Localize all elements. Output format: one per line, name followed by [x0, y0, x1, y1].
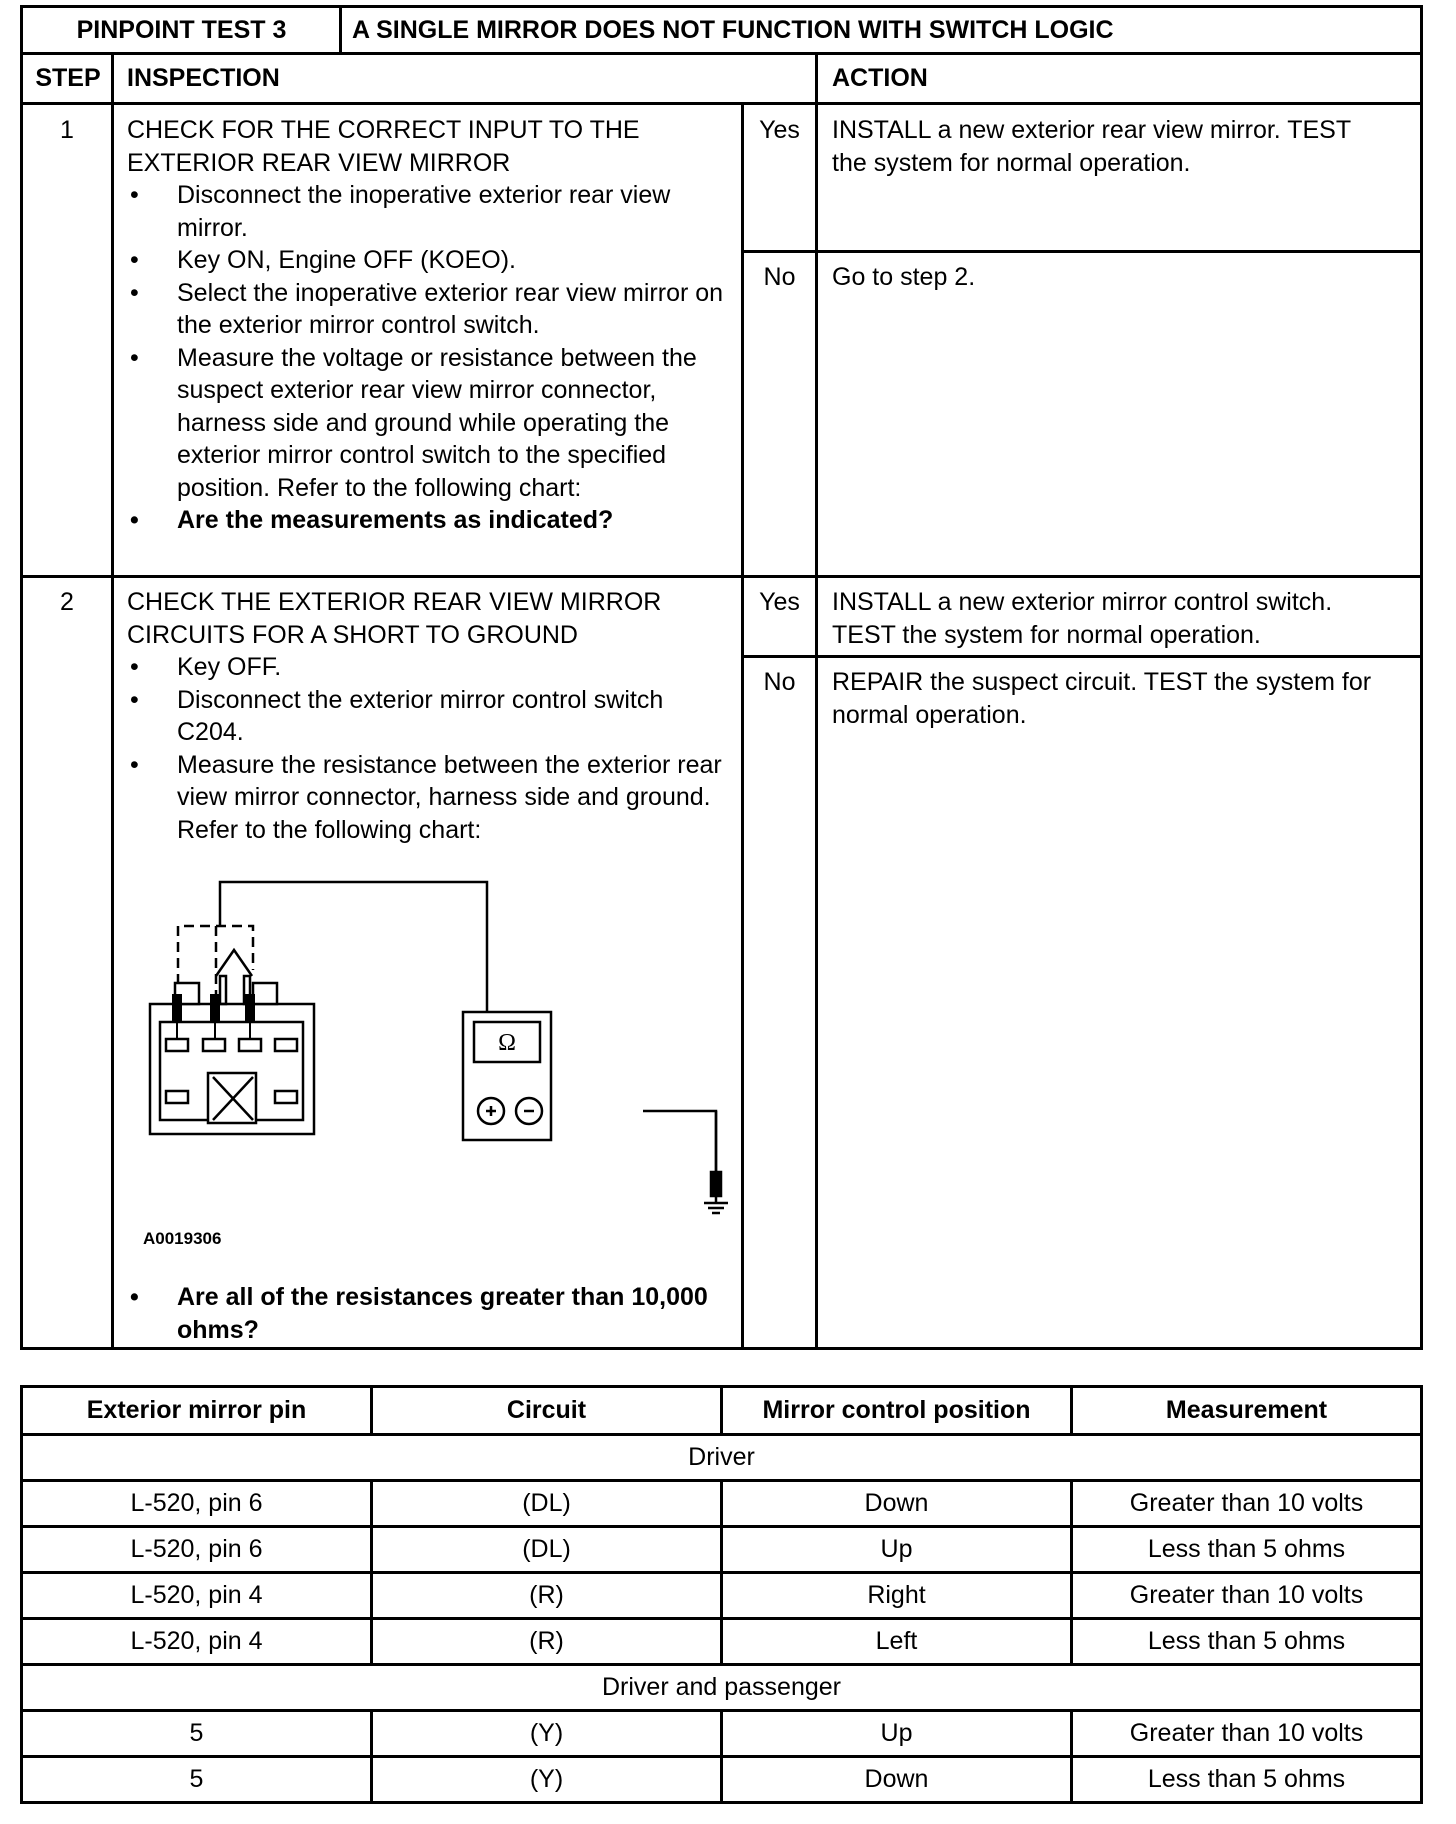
chart-header-position: Mirror control position: [722, 1387, 1072, 1435]
step-2-bullet: • Measure the resistance between the exterior rear view mirror connector, harness side and ground. Refer to the following chart:: [127, 749, 732, 847]
cell-measurement: Less than 5 ohms: [1072, 1527, 1422, 1573]
pinpoint-test-label: [23, 8, 340, 52]
column-header-step: [23, 55, 113, 101]
step-2-inspection: [127, 586, 732, 846]
step-1-no-action: Go to step 2.: [832, 263, 976, 291]
step-1-no-label: No: [763, 263, 796, 291]
cell-pin: L-520, pin 6: [22, 1527, 372, 1573]
cell-circuit: (Y): [372, 1711, 722, 1757]
step-1-bullet: • Measure the voltage or resistance between the suspect exterior rear view mirror connector, harness side and ground while operating the exterior mirror control switch to the specified position. Refer to the following chart:: [127, 342, 732, 505]
step-2-number: 2: [60, 588, 74, 616]
cell-pin: L-520, pin 6: [22, 1481, 372, 1527]
chart-group-label: Driver and passenger: [22, 1665, 1422, 1711]
cell-position: Up: [722, 1527, 1072, 1573]
cell-position: Down: [722, 1481, 1072, 1527]
step-2-bullet: • Disconnect the exterior mirror control switch C204.: [127, 684, 732, 749]
step-2-bullet: • Key OFF.: [127, 651, 732, 684]
chart-header-measurement: Measurement: [1072, 1387, 1422, 1435]
column-header-action-text: ACTION: [832, 63, 928, 92]
measurement-chart: [20, 1385, 1423, 1804]
step-1-inspection: [127, 114, 732, 537]
divider: [339, 5, 342, 53]
chart-group-row: [22, 1435, 1422, 1481]
cell-pin: L-520, pin 4: [22, 1573, 372, 1619]
step-2-no-label: No: [763, 668, 796, 696]
table-row: [22, 1527, 1422, 1573]
ohm-symbol: Ω: [498, 1030, 516, 1056]
step-1-title: CHECK FOR THE CORRECT INPUT TO THE EXTERIOR REAR VIEW MIRROR: [127, 116, 640, 177]
column-header-inspection-text: INSPECTION: [127, 63, 280, 92]
chart-group-row: [22, 1665, 1422, 1711]
cell-circuit: (R): [372, 1619, 722, 1665]
divider: [741, 250, 1423, 253]
divider: [20, 575, 1423, 578]
chart-header-row: [22, 1387, 1422, 1435]
step-1-bullet: • Disconnect the inoperative exterior rear view mirror.: [127, 179, 732, 244]
step-2-question-block: [127, 1281, 732, 1346]
cell-circuit: (R): [372, 1573, 722, 1619]
step-1-bullet: • Select the inoperative exterior rear view mirror on the exterior mirror control switch.: [127, 277, 732, 342]
step-2-no-action: REPAIR the suspect circuit. TEST the system for normal operation.: [832, 668, 1372, 729]
table-row: [22, 1619, 1422, 1665]
step-1-number: 1: [60, 116, 74, 144]
column-header-inspection: [127, 55, 727, 101]
arrow-up-icon: [216, 950, 252, 976]
chart-group-label: Driver: [22, 1435, 1422, 1481]
table-row: [22, 1573, 1422, 1619]
divider: [815, 52, 818, 1350]
pinpoint-test-title: [352, 8, 1412, 52]
table-row: [22, 1757, 1422, 1803]
cell-measurement: Less than 5 ohms: [1072, 1619, 1422, 1665]
cell-measurement: Less than 5 ohms: [1072, 1757, 1422, 1803]
step-2-yes-action: INSTALL a new exterior mirror control switch. TEST the system for normal operation.: [832, 588, 1333, 649]
connector-test-diagram: [120, 860, 740, 1260]
table-row: [22, 1711, 1422, 1757]
step-1-question: • Are the measurements as indicated?: [127, 504, 732, 537]
cell-position: Right: [722, 1573, 1072, 1619]
step-2-yes-label: Yes: [759, 588, 800, 616]
step-1-yes-action: INSTALL a new exterior rear view mirror. TEST the system for normal operation.: [832, 116, 1351, 177]
divider: [111, 52, 114, 1350]
step-1-yes-label: Yes: [759, 116, 800, 144]
cell-circuit: (DL): [372, 1527, 722, 1573]
step-2-question-list: [127, 1281, 732, 1346]
pinpoint-test-label-text: PINPOINT TEST 3: [76, 15, 287, 44]
column-header-step-text: STEP: [35, 63, 101, 92]
table-row: [22, 1481, 1422, 1527]
cell-measurement: Greater than 10 volts: [1072, 1481, 1422, 1527]
cell-pin: 5: [22, 1757, 372, 1803]
cell-measurement: Greater than 10 volts: [1072, 1711, 1422, 1757]
divider: [741, 655, 1423, 658]
step-2-bullets: [127, 651, 732, 846]
cell-circuit: (Y): [372, 1757, 722, 1803]
ground-icon: [704, 1111, 728, 1213]
cell-pin: 5: [22, 1711, 372, 1757]
pinpoint-test-title-text: A SINGLE MIRROR DOES NOT FUNCTION WITH SWITCH LOGIC: [352, 15, 1114, 44]
step-1-bullets: [127, 179, 732, 537]
cell-measurement: Greater than 10 volts: [1072, 1573, 1422, 1619]
step-1-bullet: • Key ON, Engine OFF (KOEO).: [127, 244, 732, 277]
figure-id: A0019306: [143, 1229, 222, 1248]
cell-position: Down: [722, 1757, 1072, 1803]
cell-pin: L-520, pin 4: [22, 1619, 372, 1665]
step-2-question: • Are all of the resistances greater than 10,000 ohms?: [127, 1281, 732, 1346]
cell-position: Up: [722, 1711, 1072, 1757]
step-2-title: CHECK THE EXTERIOR REAR VIEW MIRROR CIRCUITS FOR A SHORT TO GROUND: [127, 588, 662, 649]
cell-position: Left: [722, 1619, 1072, 1665]
chart-header-circuit: Circuit: [372, 1387, 722, 1435]
chart-header-pin: Exterior mirror pin: [22, 1387, 372, 1435]
divider: [20, 102, 1423, 105]
cell-circuit: (DL): [372, 1481, 722, 1527]
column-header-action: [832, 55, 1392, 101]
